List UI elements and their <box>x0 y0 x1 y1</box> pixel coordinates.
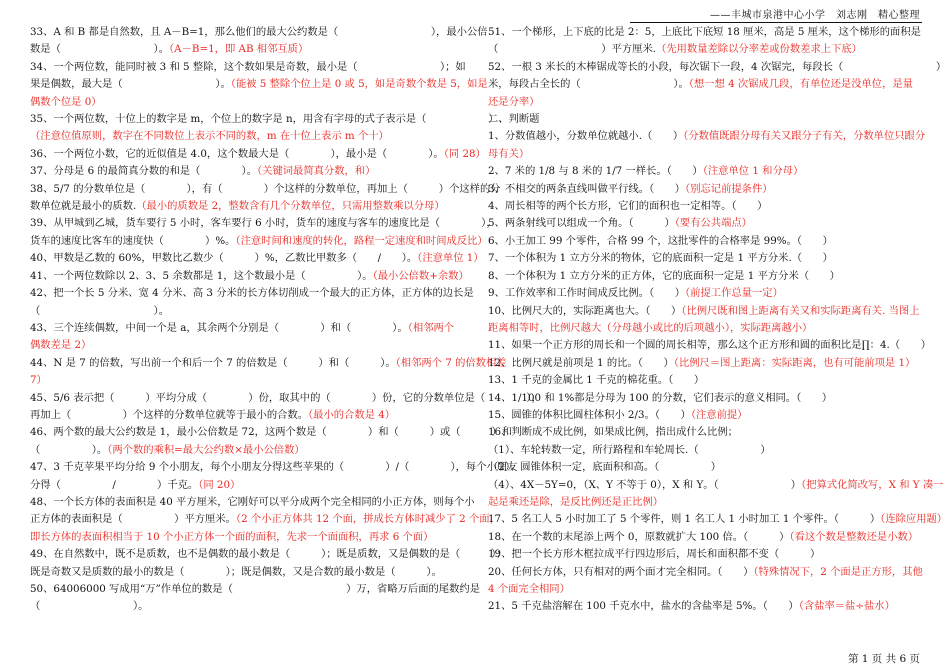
question-text: 10、比例尺大的，实际距离也大。（ ） <box>488 304 682 317</box>
text-line: 13、1 千克的金属比 1 千克的棉花重。（ ） <box>488 374 705 387</box>
text-line <box>488 285 923 302</box>
question-text: 1、分数值越小，分数单位就越小.（ ） <box>488 130 684 143</box>
text-line: 11、如果一个正方形的周长和一个圆的周长相等，那么这个正方形和圆的面积比是∏：4.（ ） <box>488 339 931 352</box>
text-line: 既是奇数又是质数的最小的数是（ ）；既是偶数，又是合数的最小数是（ ）。 <box>30 565 442 578</box>
text-line <box>30 163 462 180</box>
text-line <box>488 303 923 320</box>
text-line <box>488 355 923 372</box>
text-line <box>30 76 488 93</box>
text-line: 二、判断题 <box>488 113 540 126</box>
text-line: 38、5/7 的分数单位是（ ），有（ ）个这样的分数单位，再加上（ ）个这样的分 <box>30 182 501 195</box>
text-line <box>30 198 462 215</box>
question-text: 货车的速度比客车的速度快（ ）%。 <box>30 234 236 247</box>
text-line: 16、判断成不成比例，如果成比例，指出成什么比例； <box>488 426 738 439</box>
text-line <box>30 268 469 285</box>
text-line: 19、把一个长方形木框拉成平行四边形后，周长和面积都不变（ ） <box>488 548 821 561</box>
text-line <box>30 320 462 337</box>
answer-hint: （看这个数是整数还是小数） <box>789 530 919 543</box>
question-text: 3、不相交的两条直线叫做平行线。（ ） <box>488 182 686 195</box>
text-line: 偶数差是 2） <box>30 339 92 352</box>
text-line <box>30 442 462 459</box>
question-text: 41、一个两位数除以 2、3、5 余数都是 1，这个数最小是（ ）。 <box>30 269 373 282</box>
question-text: （ ）。 <box>30 443 108 456</box>
answer-hint: （注意时间和速度的转化，路程一定速度和时间成反比） <box>235 234 488 247</box>
text-line: 6、小王加工 99 个零件，合格 99 个，这批零件的合格率是 99%。（ ） <box>488 234 833 247</box>
text-line <box>30 146 486 163</box>
answer-hint: （能被 5 整除个位上是 0 或 5，如是奇数个数是 5，如是 <box>230 78 488 91</box>
question-text: 20、任何长方体，只有相对的两个面才完全相同。（ ） <box>488 565 754 578</box>
answer-hint: （最小公倍数+余数） <box>372 269 469 282</box>
question-text: 米，每段占全长的（ ）。 <box>488 78 689 91</box>
text-line: 距离相等时，比例尺越大（分母越小或比的后项越小），实际距离越小） <box>488 321 813 334</box>
answer-hint: （想一想 4 次锯成几段，有单位还是没单位，是量 <box>688 78 913 91</box>
text-line <box>30 233 488 250</box>
question-text: 5、两条射线可以组成一个角。（ ） <box>488 217 675 230</box>
answer-hint: （分数值既跟分母有关又跟分子有关，分数单位只跟分 <box>683 130 926 143</box>
answer-hint: （同 28） <box>443 147 486 160</box>
answer-hint: （A－B=1，即 AB 相邻互质） <box>169 43 309 56</box>
question-text: （ ）平方厘米. <box>488 43 657 56</box>
answer-hint: （别忘记前提条件） <box>685 182 773 195</box>
text-line <box>30 511 500 528</box>
question-text: 再加上（ ）个这样的分数单位就等于最小的合数。 <box>30 408 309 421</box>
question-text: （4）、4X－5Y=0，（X、Y 不等于 0），X 和 Y。（ ） <box>488 478 802 491</box>
page-footer: 第 1 页 共 6 页 <box>847 653 920 665</box>
text-line: （ ）。 <box>30 304 170 317</box>
text-line: （ ）。 <box>30 600 149 613</box>
text-line: 49、在自然数中，既不是质数，也不是偶数的最小数是（ ）；既是质数，又是偶数的是（ ）； <box>30 548 507 561</box>
text-line <box>488 163 923 180</box>
answer-hint: （注意单位 1 和分母） <box>702 165 804 178</box>
answer-hint: （2 个小正方体共 12 个面，拼成长方体时减少了 2 个面， <box>235 513 500 526</box>
text-line <box>488 407 923 424</box>
text-line: 即长方体的表面积相当于 10 个小正方体一个面的面积，先求一个面面积，再求 6 个面） <box>30 530 434 543</box>
text-line <box>488 564 923 581</box>
answer-hint: （注意前提） <box>690 408 748 421</box>
text-line <box>30 250 484 267</box>
text-line: （1）、车轮转数一定，所行路程和车轮周长.（ ） <box>488 443 771 456</box>
answer-hint: （最小的质数是 2，整数含有几个分数单位，只需用整数乘以分母） <box>136 200 445 213</box>
text-line <box>488 128 926 145</box>
answer-hint: （相邻两个 7 的倍数相差 <box>395 356 507 369</box>
text-line: 7） <box>30 374 47 387</box>
text-line: 偶数个位是 0） <box>30 95 102 108</box>
text-line <box>30 477 462 494</box>
text-line <box>30 355 507 372</box>
text-line: 起是乘还是除，是反比例还是正比例） <box>488 495 664 508</box>
text-line: 39、从甲城到乙城，货车要行 5 小时，客车要行 6 小时，货车的速度与客车的速度比是（ ）， <box>30 217 497 230</box>
question-text: 40、甲数是乙数的 60%，甲数比乙数少（ ）%，乙数比甲数多（ / ）。 <box>30 252 418 265</box>
question-text: 44、N 是 7 的倍数，写出前一个和后一个 7 的倍数是（ ）和（ ）。 <box>30 356 396 369</box>
text-line: 52、一根 3 米长的木棒锯成等长的小段，每次锯下一段，4 次锯完，每段长（ ） <box>488 60 947 73</box>
text-line: 4 个面完全相同） <box>488 583 570 595</box>
text-line <box>488 76 923 93</box>
answer-hint: （连除应用题） <box>880 513 948 526</box>
answer-hint: （前提工作总量一定） <box>685 287 783 300</box>
question-text: 43、三个连续偶数，中间一个是 a，其余两个分别是（ ）和（ ）。 <box>30 321 408 334</box>
question-text: 36、一个两位小数，它的近似值是 4.0，这个数最大是（ ），最小是（ ）。 <box>30 147 444 160</box>
text-line <box>30 41 462 58</box>
text-line <box>488 529 923 546</box>
text-line: （2）、圆锥体积一定，底面积和高。（ ） <box>488 461 722 474</box>
question-text: 果是偶数，最大是（ ）。 <box>30 78 231 91</box>
answer-hint: （同 20） <box>198 478 241 491</box>
question-text: 21、5 千克盐溶解在 100 千克水中，盐水的含盐率是 5%。（ ） <box>488 600 799 613</box>
answer-hint: （相邻两个 <box>407 321 455 334</box>
answer-hint: （含盐率＝盐÷盐水） <box>798 600 895 613</box>
question-text: 正方体的表面积是（ ）平方厘米。 <box>30 513 236 526</box>
question-text: 37、分母是 6 的最简真分数的和是（ ）。 <box>30 165 257 178</box>
question-text: 2、7 米的 1/8 与 8 米的 1/7 一样长。（ ） <box>488 165 703 178</box>
answer-hint: （把算式化简改写，X 和 Y 凑一 <box>801 478 944 491</box>
answer-hint: （两个数的乘积=最大公约数×最小公倍数） <box>107 443 305 456</box>
text-line: 还是分率） <box>488 95 540 108</box>
text-line: 47、3 千克苹果平均分给 9 个小朋友，每个小朋友分得这些苹果的（ ）/（ ），每个小朋友 <box>30 461 518 474</box>
page-header: ——丰城市泉港中心小学 刘志刚 精心整理 <box>630 6 922 23</box>
text-line: 4、周长相等的两个长方形，它们的面积也一定相等。（ ） <box>488 200 768 213</box>
answer-hint: （比例尺既和图上距离有关又和实际距离有关. 当图上 <box>681 304 920 317</box>
question-text: 17、5 名工人 5 小时加工了 5 个零件，则 1 名工人 1 小时加工 1 个零件。（ ） <box>488 513 881 526</box>
text-line <box>30 407 462 424</box>
text-line <box>488 181 923 198</box>
answer-hint: （最小的合数是 4） <box>308 408 396 421</box>
answer-hint: （要有公共端点） <box>674 217 752 230</box>
text-line: 46、两个数的最大公约数是 1，最小公倍数是 72，这两个数是（ ）和（ ）或（ ）和 <box>30 426 513 439</box>
question-text: 15、圆锥的体积比圆柱体积小 2/3。（ ） <box>488 408 691 421</box>
text-line: 51、一个梯形，上下底的比是 2：5，上底比下底短 18 厘米，高是 5 厘米，这个梯形的面积是 <box>488 26 921 38</box>
answer-hint: （先用数量差除以分率差或份数差求上下底） <box>656 43 862 56</box>
question-text: 18、在一个数的末尾添上两个 0，原数就扩大 100 倍。（ ） <box>488 530 790 543</box>
text-line: 8、一个体积为 1 立方分米的正方体，它的底面积一定是 1 平方分米（ ） <box>488 269 840 282</box>
question-text: 12、比例尺就是前项是 1 的比。（ ） <box>488 356 674 369</box>
text-line: 45、5/6 表示把（ ）平均分成（ ）份，取其中的（ ）份，它的分数单位是（ ）， <box>30 391 542 404</box>
text-line: 42、把一个长 5 分米、宽 4 分米、高 3 分米的长方体切削成一个最大的正方体，正方体的边长是 <box>30 287 474 300</box>
right-column <box>488 24 948 616</box>
text-line <box>488 41 923 58</box>
question-text: 数单位就是最小的质数. <box>30 200 137 213</box>
text-line <box>488 215 923 232</box>
text-line: 7、一个体积为 1 立方分米的物体，它的底面积一定是 1 平方分米.（ ） <box>488 252 833 265</box>
text-line: 33、A 和 B 都是自然数，且 A－B=1，那么他们的最大公约数是（ ），最小公倍 <box>30 26 488 38</box>
question-text: 数是（ ）。 <box>30 43 170 56</box>
text-line: 35、一个两位数，十位上的数字是 m，个位上的数字是 n，用含有字母的式子表示是（ ）. <box>30 113 502 126</box>
answer-hint: （比例尺＝图上距离：实际距离，也有可能前项是 1） <box>673 356 916 369</box>
answer-hint: （注意单位 1） <box>417 252 484 265</box>
text-line: 母有关） <box>488 147 530 160</box>
text-line: 48、一个长方体的表面积是 40 平方厘米，它刚好可以平分成两个完全相同的小正方体，则每个小 <box>30 495 475 508</box>
answer-hint: （特殊情况下，2 个面是正方形，其他 <box>753 565 923 578</box>
question-text: 9、工作效率和工作时间成反比例。（ ） <box>488 287 686 300</box>
answer-hint: （关键词最简真分数，和） <box>257 165 376 178</box>
text-line: 34、一个两位数，能同时被 3 和 5 整除，这个数如果是奇数，最小是（ ）；如 <box>30 60 466 73</box>
text-line: 50、64006000 写成用“万”作单位的数是（ ）万，省略万后面的尾数约是 <box>30 583 480 595</box>
text-line: （注意位值原则，数字在不同数位上表示不同的数，m 在十位上表示 m 个十） <box>30 130 389 143</box>
text-line <box>488 477 944 494</box>
text-line <box>488 511 948 528</box>
question-text: 分得（ / ）千克。 <box>30 478 199 491</box>
text-line: 14、1/100 和 1%都是分母为 100 的分数，它们表示的意义相同。（ ） <box>488 391 833 404</box>
text-line <box>488 598 923 615</box>
